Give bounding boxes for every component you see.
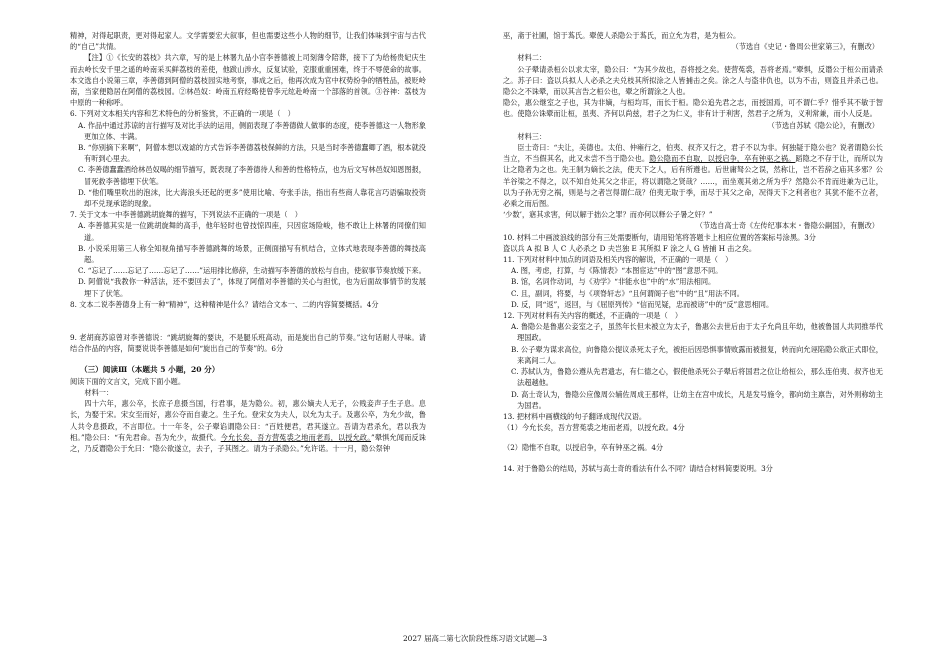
q6-option-c: C. 李善德蠢蠢酒给林邑奴喝的细节描写，既表现了李善德待人和善的性格特点，也为后文写林邑奴知恩图报，冒死救李善德埋下伏笔。 [78,165,426,186]
material-1-continued: 巫，斋于社圃，馆于蒍氏。翚使人杀隐公于蒍氏，而立允为君，是为桓公。 [503,31,741,40]
q11-option-c: C. 且，副词，将要，与《项脊轩志》“且何谓阁子也”中的“且”用法不同。 [511,288,744,298]
question-12: 12. 下列对材料有关内容的概述，不正确的一项是（ ） [503,311,683,321]
q11-option-b: B. 馆，名词作动词，与《劝学》“非能水也”中的“水”用法相同。 [511,277,716,287]
question-14: 14. 对于鲁隐公的结局，苏轼与高士奇的看法有什么不同？请结合材料简要说明。3分 [503,463,773,473]
q11-option-a: A. 图，考虑，打算，与《陈情表》“本图宦达”中的“图”意思不同。 [511,266,723,276]
question-9: 9. 老胡商苏谅曾对李善德说：“跳胡旋舞的要诀，不是腿乐班高动，而是旋出自己的节奏。”这句话耐人寻味。请结合作品的内容，简要说说李善德是如何“旋出自己的节奏”的。6分 [70,333,426,354]
question-13: 13. 把材料中画横线的句子翻译成现代汉语。 [503,411,647,421]
source-2: （节选自苏轼《隐公论》，有删改） [767,120,879,130]
annotation-note: 【注】①《长安的荔枝》共六章，写的是上林署九品小官李善德被上司刻薄令陪葬，接下了为给杨贵妃庆生而去岭长安千里之遥的岭南采买鲜荔枝的差使，他跋山涉水，反复试验，克服重重困难，终于不辱使命的故事。本文选自小说第三章，李善德到阿僧的荔枝园实地考察，事成之后，他再次成为官中权势纷争的牺牲品，被贬岭南，当家便隐居在阿僧的荔枝园。②林邑奴：岭南五府经略使曾李元纮赴岭南一个部落的首领。③谷神：荔枝为中原的一种称呼。 [70,53,426,108]
q7-option-b: B. 小说采用第三人称全知视角描写李善德跳舞的场景，正侧面描写有机结合，立体式地表现李善德的舞技高超。 [78,243,426,265]
question-13-part-1: （1）今允长矣，吾方营菟裘之地而老焉，以授允政。4分 [503,423,685,433]
material-2-text-2: 隐公，惠公继室之子也，其为非嫡，与桓均耳，而长于桓。隐公追先君之志，而授国焉，可不谓仁乎？惜乎其不敏于智也。使隐公诛翚而让桓，虽夷、齐何以尚兹，君子之为仁义，非有计于利害，然君子之所为，义利常兼，而小人反是。 [503,98,883,119]
left-column [70,30,426,454]
reading-instruction: 阅读下面的文言文，完成下面小题。 [70,376,186,386]
section-heading-3: （三）阅读Ⅲ（本题共 5 小题，20 分） [80,365,220,375]
question-10: 10. 材料二中画波浪线的部分有三处需要断句，请用铅笔将答题卡上相应位置的答案标号涂黑。3分 [503,232,816,242]
question-7: 7. 关于文本一中李善德跳胡旋舞的描写，下列说法不正确的一项是（ ） [70,210,302,220]
q6-option-d: D. “他们嘴里吹出的泡沫，比大海浪头还起的更多”使用比喻、夸张手法，指出有些商人靠花言巧语骗取投资却不兑现承诺的现象。 [78,187,426,209]
q12-option-c: C. 苏轼认为，鲁隐公遵从先君遗志，有仁德之心，假使他杀死公子翚后将国君之位让给桓公，那么连伯夷、叔齐也无法超越他。 [511,367,883,388]
q7-option-a: A. 李善德其实是一位跳胡旋舞的高手，他年轻时也曾技惊四座，只因宦场险峻，他不敢让上林署的同僚们知道。 [78,221,426,242]
q12-option-a: A. 鲁隐公是鲁惠公妾室之子，虽然年长但未被立为太子，鲁惠公去世后由于太子允尚且年幼，他被鲁国人共同推举代理国政。 [511,322,883,343]
page-footer: 2027 届高二第七次阶段性练习语文试题—3 [402,634,548,643]
q7-option-c: C. “忘记了……忘记了……忘记了……”运用排比修辞，生动描写李善德的放松与自由，使叙事节奏放缓下来。 [78,266,426,276]
material-1-text: 四十六年，惠公卒，长庶子息摄当国，行君事，是为隐公。初，惠公嫡夫人无子，公贱妾声子生子息。息长，为娶于宋。宋女至而好，惠公夺而自妻之。生子允。登宋女为夫人，以允为太子。及惠公卒，为允少故，鲁人共令息摄政，不言即位。十一年冬，公子翚谄谓隐公曰：“百姓便君，君其遂立。吾请为君杀允，君以我为相。”隐公曰：“有先君命。吾为允少，故摄代。今允长矣，吾方营菟裘之地而老焉，以授允政。”翚惧允闻而反诛之，乃反谮隐公于允曰：“隐公欲遂立，去子，子其图之。请为子杀隐公。”允许诺。十一月，隐公祭钟 [70,399,426,453]
material-2-label: 材料二： [517,53,547,63]
passage-continued: 精神，对得起职责，更对得起家人。文学需要宏大叙事，但也需要这些小人物的细节，让我们体味到宇宙与古代的“自己”共情。 [70,31,426,52]
q7-option-d: D. 阿僧说“我教你一种活法，还不要回去了”，体现了阿僧对李善德的关心与担忧，也为后面故事情节的发展埋下了伏笔。 [78,277,426,298]
q12-option-d: D. 高士奇认为，鲁隐公应像周公辅佐周成王那样，让幼主在宫中成长，凡是发号施令，都向幼主禀告，对外则称幼主为国君。 [511,389,883,410]
underlined-sentence-2: 隐公隐而不自取，以授启争，卒有钟巫之祸。 [649,154,796,164]
question-13-part-2: （2）隐惟不自取，以授启争，卒有钟巫之祸。4分 [503,443,664,453]
q6-option-a: A. 作品中通过苏谅的言行描写及对比手法的运用，侧面表现了李善德做人做事的态度，使李善德这一人物形象更加立体、丰满。 [78,120,426,141]
material-3-label: 材料三： [517,131,547,141]
q12-option-b: B. 公子翚为谋求高位，向鲁隐公提议杀死太子允，被拒后因恐惧事情败露而被报复，转而向允诬陷隐公欲正式即位，来离间二人。 [511,344,883,365]
question-6: 6. 下列对文本相关内容和艺术特色的分析鉴赏，不正确的一项是（ ） [70,109,295,119]
material-1-label: 材料一： [84,387,114,397]
underlined-sentence-1: 今允长矣，吾方营菟裘之地而老焉，以授允政。 [220,432,371,442]
question-10-sentence: 盗以兵 A 拟 B 人 C 人必杀之 D 夫岂独 E 其所拟 F 涂之人 G 皆捕 H 击之矣。 [503,243,757,253]
question-11: 11. 下列对材料中加点的词语及相关内容的解说，不正确的一项是（ ） [503,255,733,265]
q6-option-b: B. “你别摘下来啊”，阿僧本想以戏谑的方式告诉李善德荔枝保鲜的方法，只是当时李善德蠢卿了酒，根本就没有听到心里去。 [78,143,426,164]
material-2-text: 公子翚请杀桓公以求太宰，隐公曰：“为其少故也，吾将授之矣。使营菟裘，吾将老焉。”翚惧，反谮公于桓公而请杀之。苏子曰：盗以兵拟人人必杀之夫兑枝其所拟涂之人皆捕击之矣。涂之人与盗非仇也，以为不击，则盗且并杀己也。隐公之不诛翚，而以其言告之桓公也，翚之所谓涂之人也。 [503,64,883,97]
source-3: （节选自高士奇《左传纪事本末・鲁隐公嗣国》，有删改） [695,221,879,231]
q11-option-d: D. 反，同“返”，返回，与《屈原列传》“信而见疑，忠而被谤”中的“反”意思相同。 [511,299,774,309]
material-3-text: 臣士奇曰：“夫让，美德也。太伯、仲雍行之，伯夷、叔齐又行之，君子不以为非。何独疑于隐公也？说者谓隐公长当立，不当假其名，此又未尝不当于隐公也。隐公隐而不自取，以授启争，卒有钟巫之祸。蹈隐之不存于让，而所以为让之隐者为之也。先王制为嫡长之法，使天下之人，后有所遵也。后世庸驽公之误，然称让，岂不若辞之庙其多邪？公羊谷梁之不得之，以不知自处其父之非正，将以谓隐之贤哉？……，而坐观其弟之所为乎？然隐公不肯而进兼为己让，以为子孙无穷之祸，则是与之者岂得谓仁哉？伯夷无取于季，而尽于其父之命，况得天下之利者也？其犹不能不立者，必乘之而后图。 [503,143,883,209]
right-column [503,30,883,474]
material-3-tail: ‘少数’，寤其求害，何以解于拙公之罪？而亦何以释公子暑之奸？” [503,210,713,220]
source-1: （节选自《史记・鲁周公世家第三》，有删改） [731,42,879,52]
question-8: 8. 文本二说李善德身上有一种“精神”，这种精神是什么？请结合文本一、二的内容简要概括。4分 [70,299,379,309]
